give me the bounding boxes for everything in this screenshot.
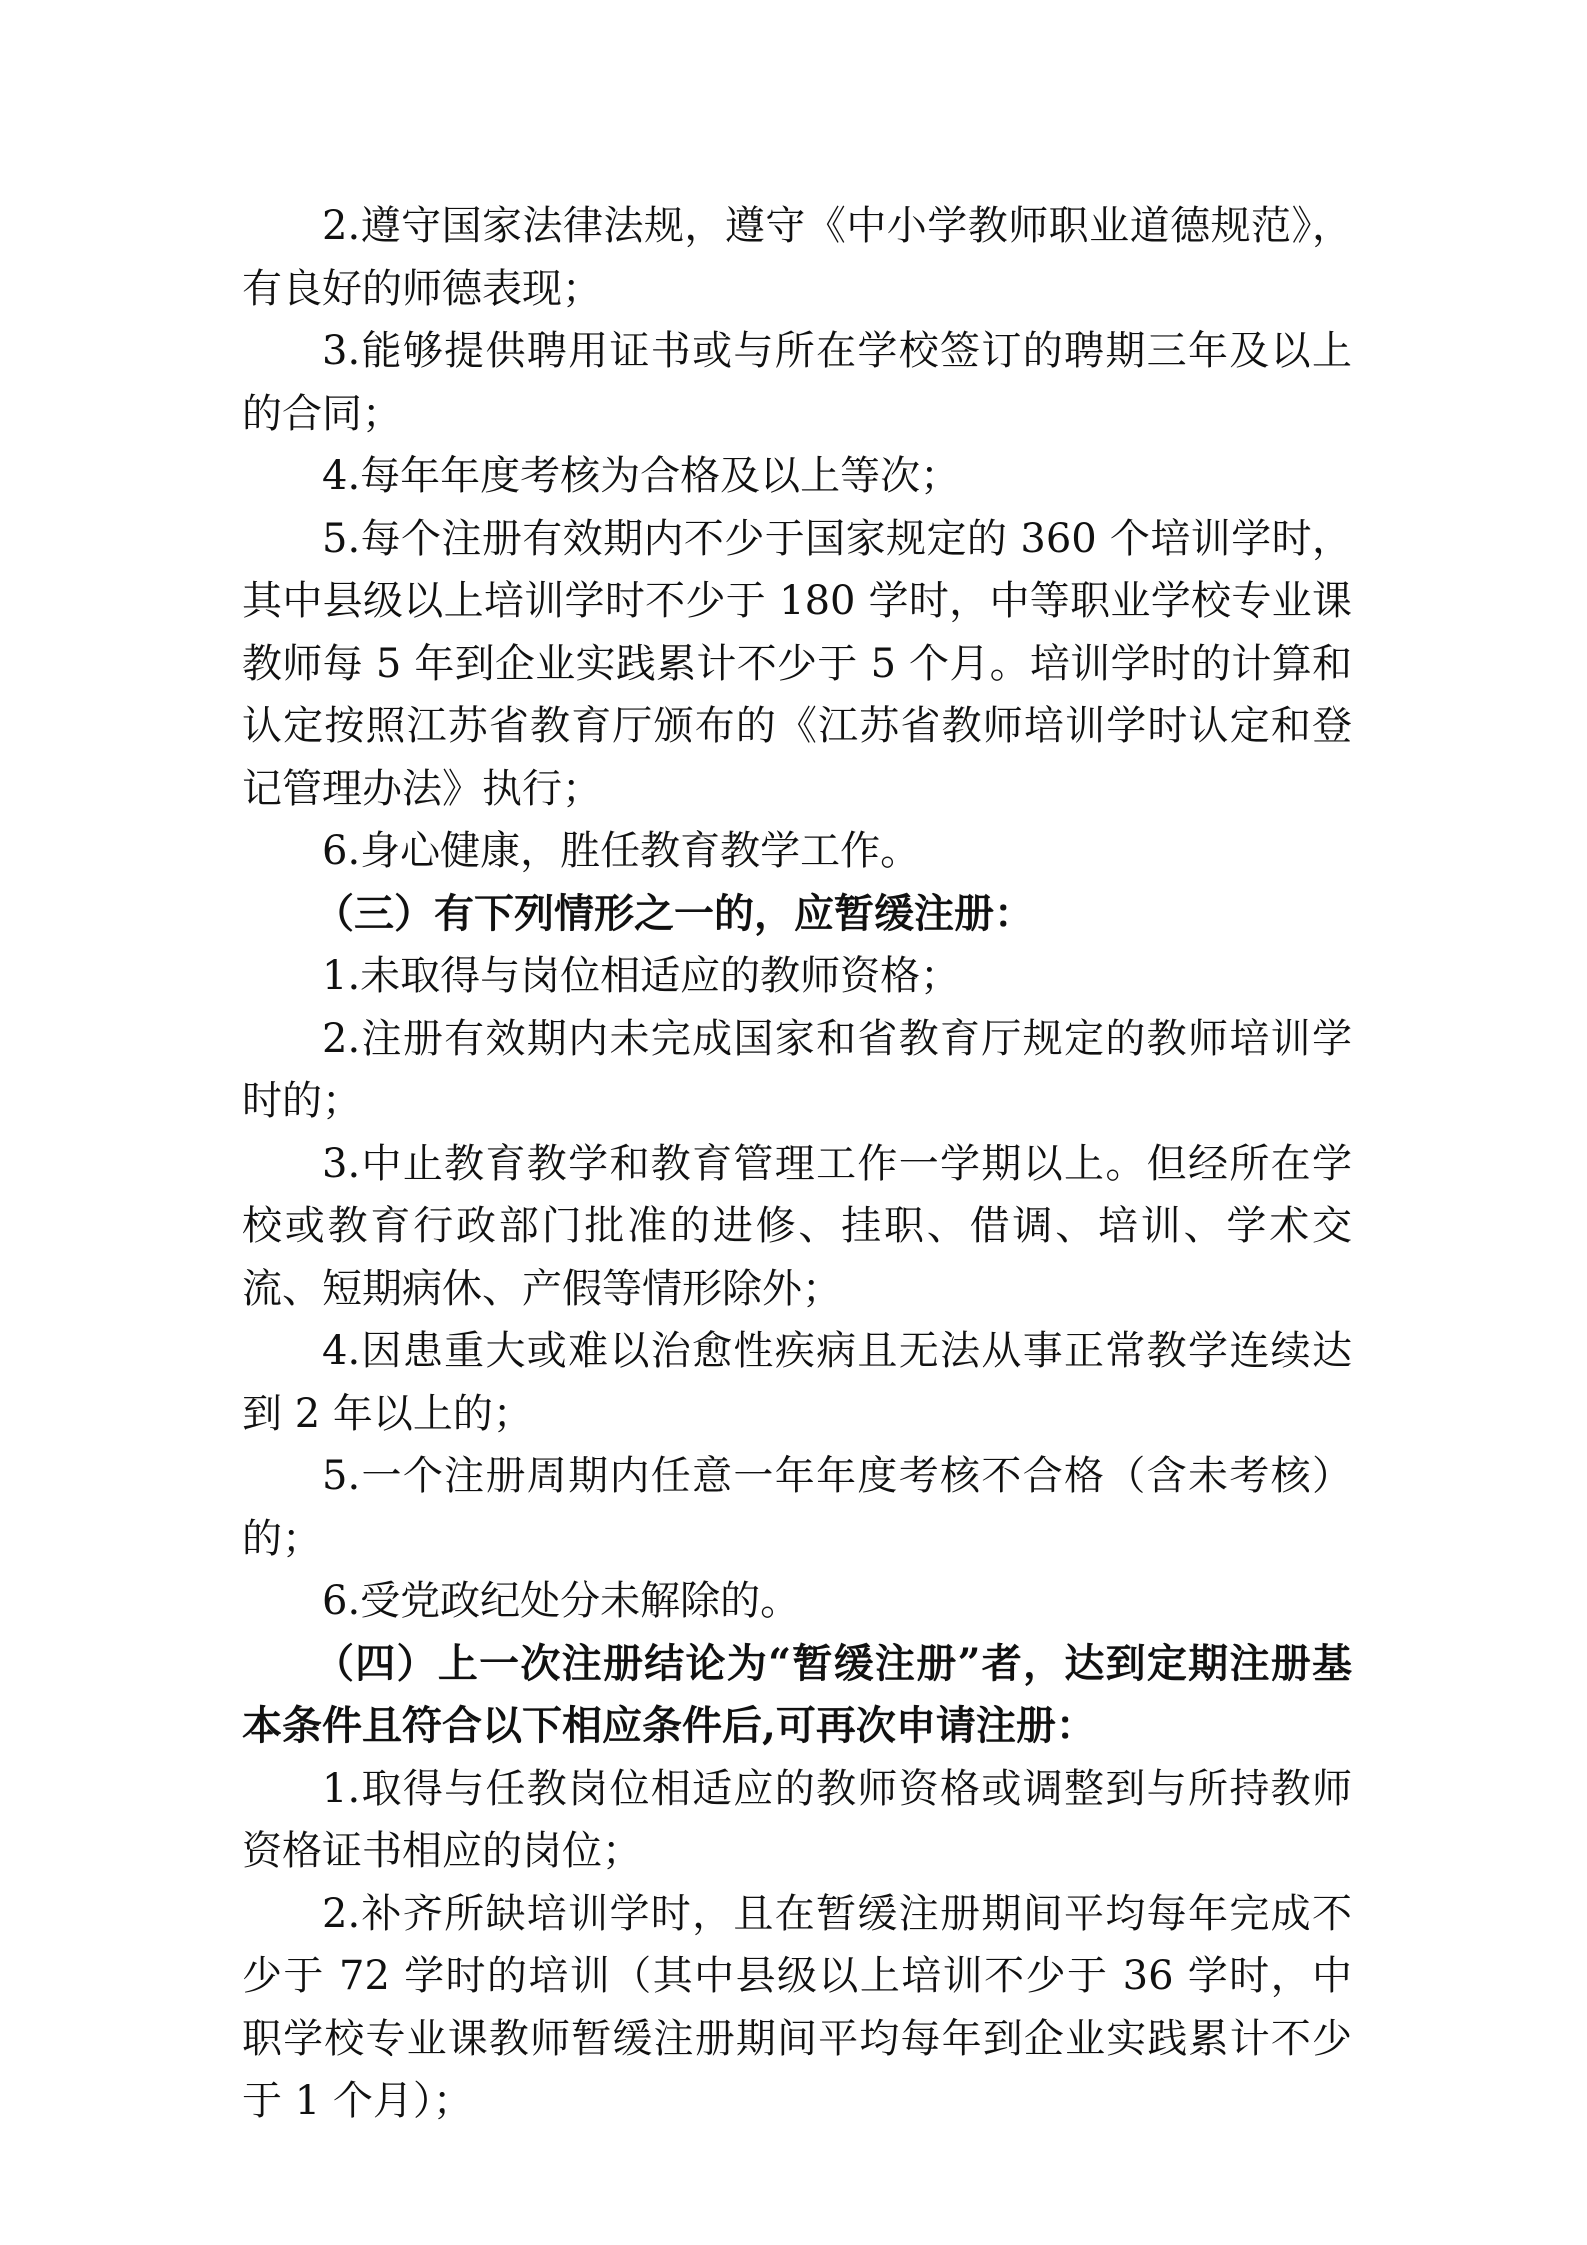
document-page [242, 195, 1352, 2133]
paragraph-item-3-contract: 3.能够提供聘用证书或与所在学校签订的聘期三年及以上的合同； [242, 328, 1352, 437]
paragraph-defer-item-5: 5.一个注册周期内任意一年年度考核不合格（含未考核）的； [242, 1453, 1352, 1562]
paragraph-defer-item-6: 6.受党政纪处分未解除的。 [322, 1578, 801, 1624]
paragraph-defer-item-2: 2.注册有效期内未完成国家和省教育厅规定的教师培训学时的； [242, 1015, 1352, 1124]
paragraph-item-6-health: 6.身心健康，胜任教育教学工作。 [322, 828, 921, 874]
paragraph-reapply-item-2: 2.补齐所缺培训学时，且在暂缓注册期间平均每年完成不少于 72 学时的培训（其中县级以上培训不少于 36 学时，中职学校专业课教师暂缓注册期间平均每年到企业实践累计不少于 1 个月）； [242, 1890, 1352, 2124]
section-heading-4: （四）上一次注册结论为“暂缓注册”者，达到定期注册基本条件且符合以下相应条件后,可再次申请注册： [242, 1639, 1352, 1749]
paragraph-item-5-training-hours: 5.每个注册有效期内不少于国家规定的 360 个培训学时，其中县级以上培训学时不少于 180 学时，中等职业学校专业课教师每 5 年到企业实践累计不少于 5 个月。培训学时的计算和认定按照江苏省教育厅颁布的《江苏省教师培训学时认定和登记管理办法》执行； [242, 515, 1352, 812]
paragraph-reapply-item-1: 1.取得与任教岗位相适应的教师资格或调整到与所持教师资格证书相应的岗位； [242, 1765, 1352, 1874]
paragraph-defer-item-3: 3.中止教育教学和教育管理工作一学期以上。但经所在学校或教育行政部门批准的进修、挂职、借调、培训、学术交流、短期病休、产假等情形除外； [242, 1140, 1352, 1312]
paragraph-defer-item-4: 4.因患重大或难以治愈性疾病且无法从事正常教学连续达到 2 年以上的； [242, 1328, 1352, 1437]
paragraph-item-2-law: 2.遵守国家法律法规，遵守《中小学教师职业道德规范》，有良好的师德表现； [242, 203, 1352, 312]
paragraph-item-4-assessment: 4.每年年度考核为合格及以上等次； [322, 453, 961, 499]
paragraph-defer-item-1: 1.未取得与岗位相适应的教师资格； [322, 953, 961, 999]
section-heading-3: （三）有下列情形之一的，应暂缓注册： [314, 889, 1034, 937]
